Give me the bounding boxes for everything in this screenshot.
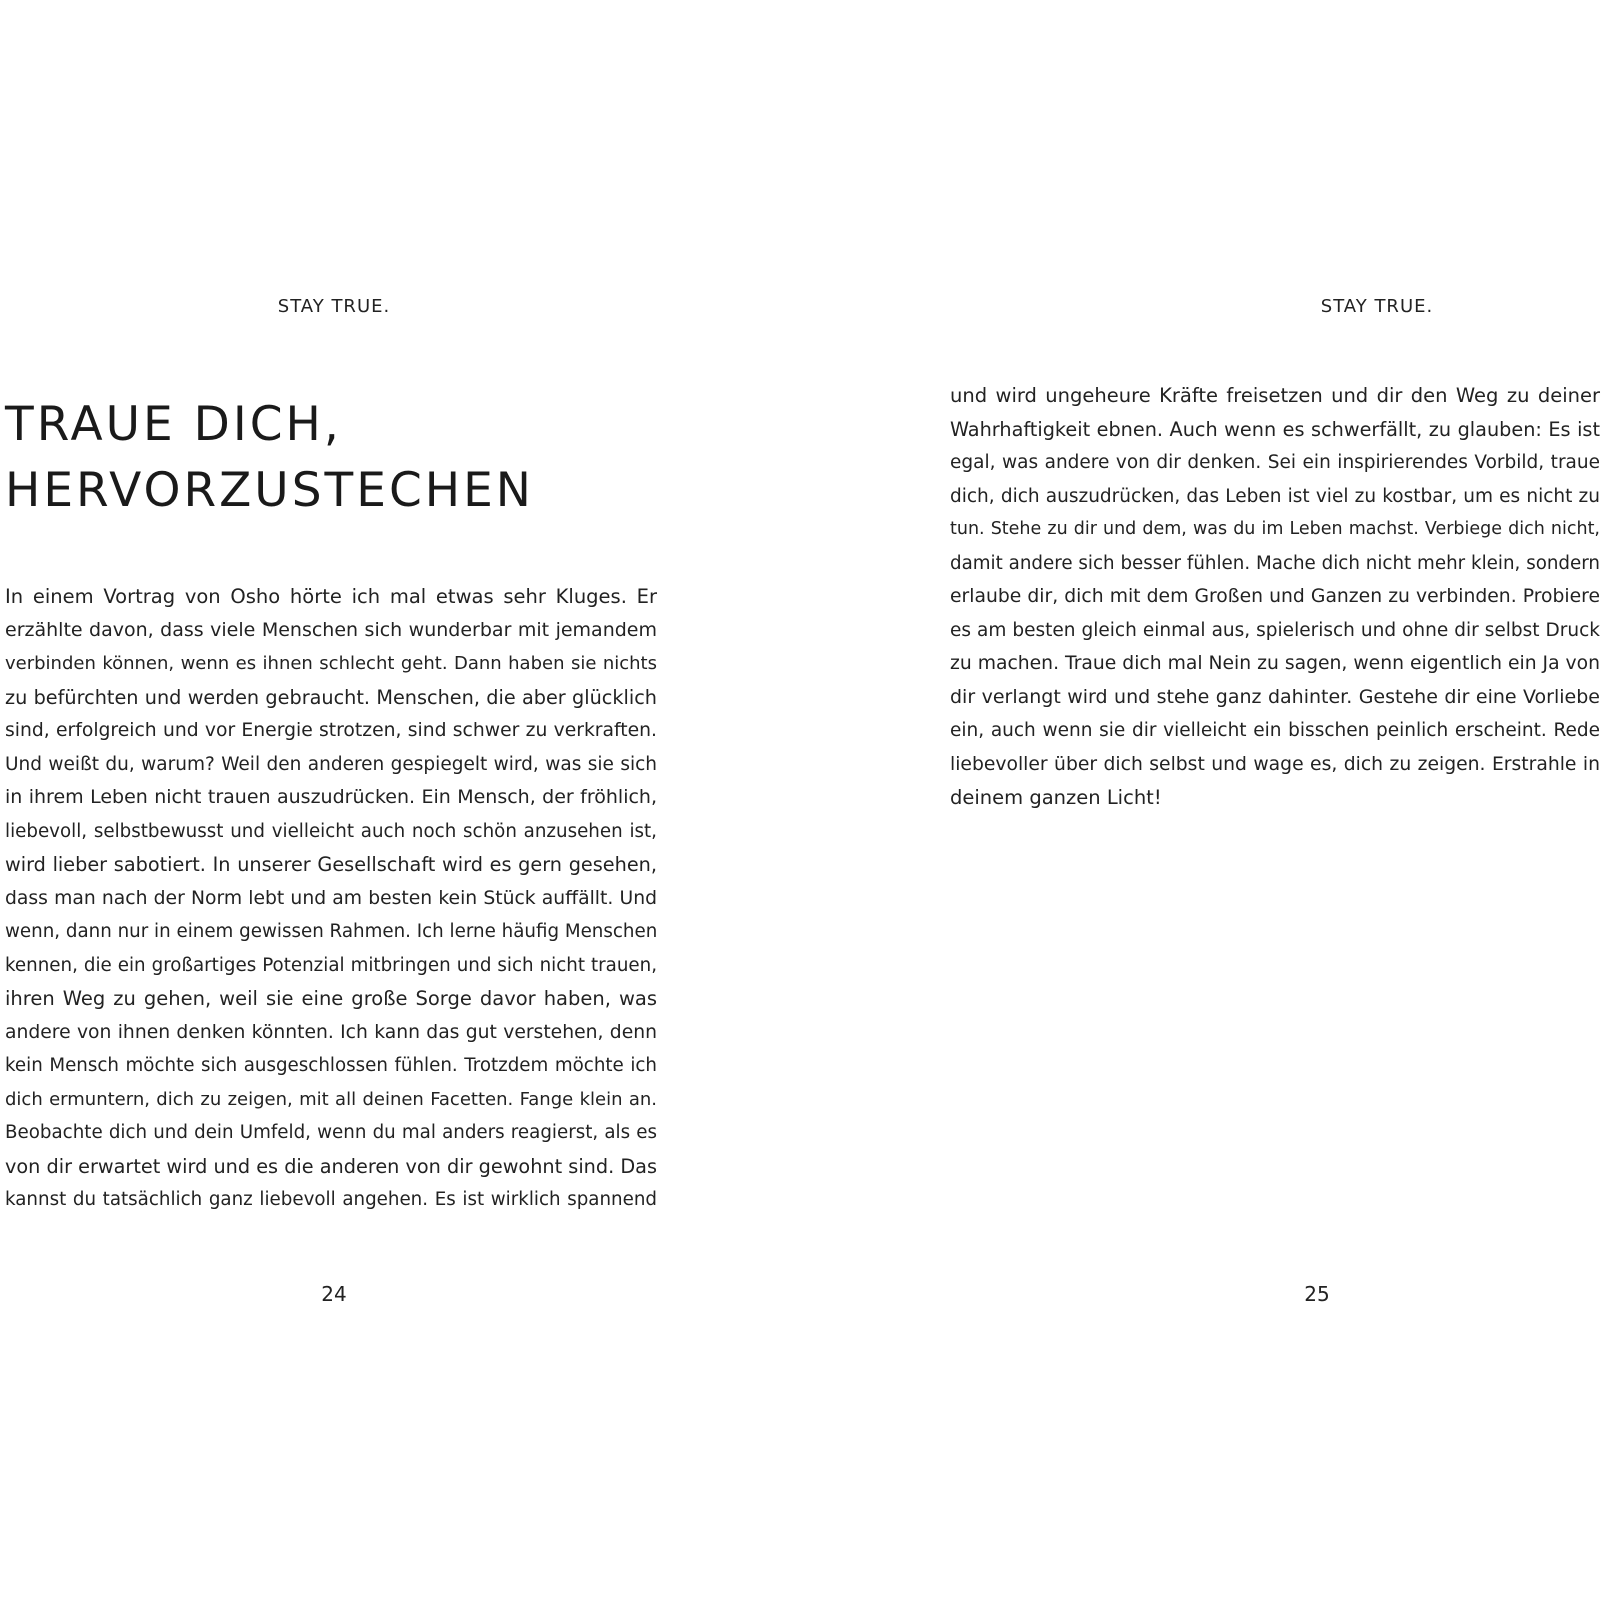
- text-line: kannst du tatsächlich ganz liebevoll angehen. Es ist wirklich spannend: [5, 1189, 657, 1210]
- text-line: zu machen. Traue dich mal Nein zu sagen, wenn eigentlich ein Ja von: [950, 653, 1600, 674]
- running-head: STAY TRUE.: [1320, 296, 1434, 317]
- text-line: liebevoll, selbstbewusst und vielleicht auch noch schön anzusehen ist,: [5, 820, 657, 842]
- text-line: erzählte davon, dass viele Menschen sich wunderbar mit jemandem: [5, 618, 657, 641]
- text-line: egal, was andere von dir denken. Sei ein inspirierendes Vorbild, traue: [950, 452, 1600, 473]
- text-line: Beobachte dich und dein Umfeld, wenn du mal anders reagierst, als es: [5, 1122, 657, 1143]
- text-line: ihren Weg zu gehen, weil sie eine große Sorge davor haben, was: [5, 987, 657, 1010]
- right-page: [950, 0, 1600, 1601]
- text-line: wenn, dann nur in einem gewissen Rahmen. Ich lerne häufig Menschen: [5, 921, 658, 942]
- chapter-title: [5, 392, 534, 524]
- text-line: erlaube dir, dich mit dem Großen und Ganzen zu verbinden. Probiere: [950, 586, 1600, 607]
- text-line: kennen, die ein großartiges Potenzial mitbringen und sich nicht trauen,: [5, 954, 657, 976]
- running-head: STAY TRUE.: [277, 296, 391, 317]
- chapter-title-line: TRAUE DICH,: [5, 397, 342, 452]
- text-line: in ihrem Leben nicht trauen auszudrücken. Ein Mensch, der fröhlich,: [5, 786, 657, 808]
- text-line: es am besten gleich einmal aus, spielerisch und ohne dir selbst Druck: [950, 619, 1600, 641]
- text-line: ein, auch wenn sie dir vielleicht ein bisschen peinlich erscheint. Rede: [950, 720, 1600, 741]
- text-line: verbinden können, wenn es ihnen schlecht geht. Dann haben sie nichts: [5, 653, 657, 674]
- body-text: [950, 379, 1600, 815]
- text-line: kein Mensch möchte sich ausgeschlossen fühlen. Trotzdem möchte ich: [5, 1055, 657, 1076]
- text-line: dass man nach der Norm lebt und am besten kein Stück auffällt. Und: [5, 887, 657, 909]
- page-number: 25: [1304, 1282, 1330, 1306]
- text-line: und wird ungeheure Kräfte freisetzen und dir den Weg zu deiner: [950, 384, 1600, 407]
- text-line: In einem Vortrag von Osho hörte ich mal etwas sehr Kluges. Er: [5, 585, 657, 608]
- left-page: [5, 0, 657, 1601]
- text-line: dir verlangt wird und stehe ganz dahinter. Gestehe dir eine Vorliebe: [950, 685, 1600, 708]
- text-line: Und weißt du, warum? Weil den anderen gespiegelt wird, was sie sich: [5, 753, 657, 775]
- text-line: andere von ihnen denken könnten. Ich kann das gut verstehen, denn: [5, 1021, 657, 1043]
- text-line: wird lieber sabotiert. In unserer Gesellschaft wird es gern gesehen,: [5, 853, 657, 876]
- text-line: sind, erfolgreich und vor Energie strotzen, sind schwer zu verkraften.: [5, 720, 657, 741]
- body-text: [5, 580, 657, 1217]
- text-line: Wahrhaftigkeit ebnen. Auch wenn es schwerfällt, zu glauben: Es ist: [950, 417, 1600, 441]
- text-line: tun. Stehe zu dir und dem, was du im Leben machst. Verbiege dich nicht,: [950, 519, 1600, 539]
- text-line: damit andere sich besser fühlen. Mache dich nicht mehr klein, sondern: [950, 552, 1600, 574]
- text-line: zu befürchten und werden gebraucht. Menschen, die aber glücklich: [5, 685, 657, 709]
- text-line: deinem ganzen Licht!: [950, 786, 1162, 809]
- text-line: von dir erwartet wird und es die anderen von dir gewohnt sind. Das: [5, 1154, 657, 1178]
- chapter-title-line: HERVORZUSTECHEN: [5, 463, 534, 518]
- text-line: liebevoller über dich selbst und wage es, dich zu zeigen. Erstrahle in: [950, 753, 1600, 775]
- page-number: 24: [321, 1282, 347, 1306]
- text-line: dich, dich auszudrücken, das Leben ist viel zu kostbar, um es nicht zu: [950, 485, 1600, 507]
- text-line: dich ermuntern, dich zu zeigen, mit all deinen Facetten. Fange klein an.: [5, 1088, 657, 1110]
